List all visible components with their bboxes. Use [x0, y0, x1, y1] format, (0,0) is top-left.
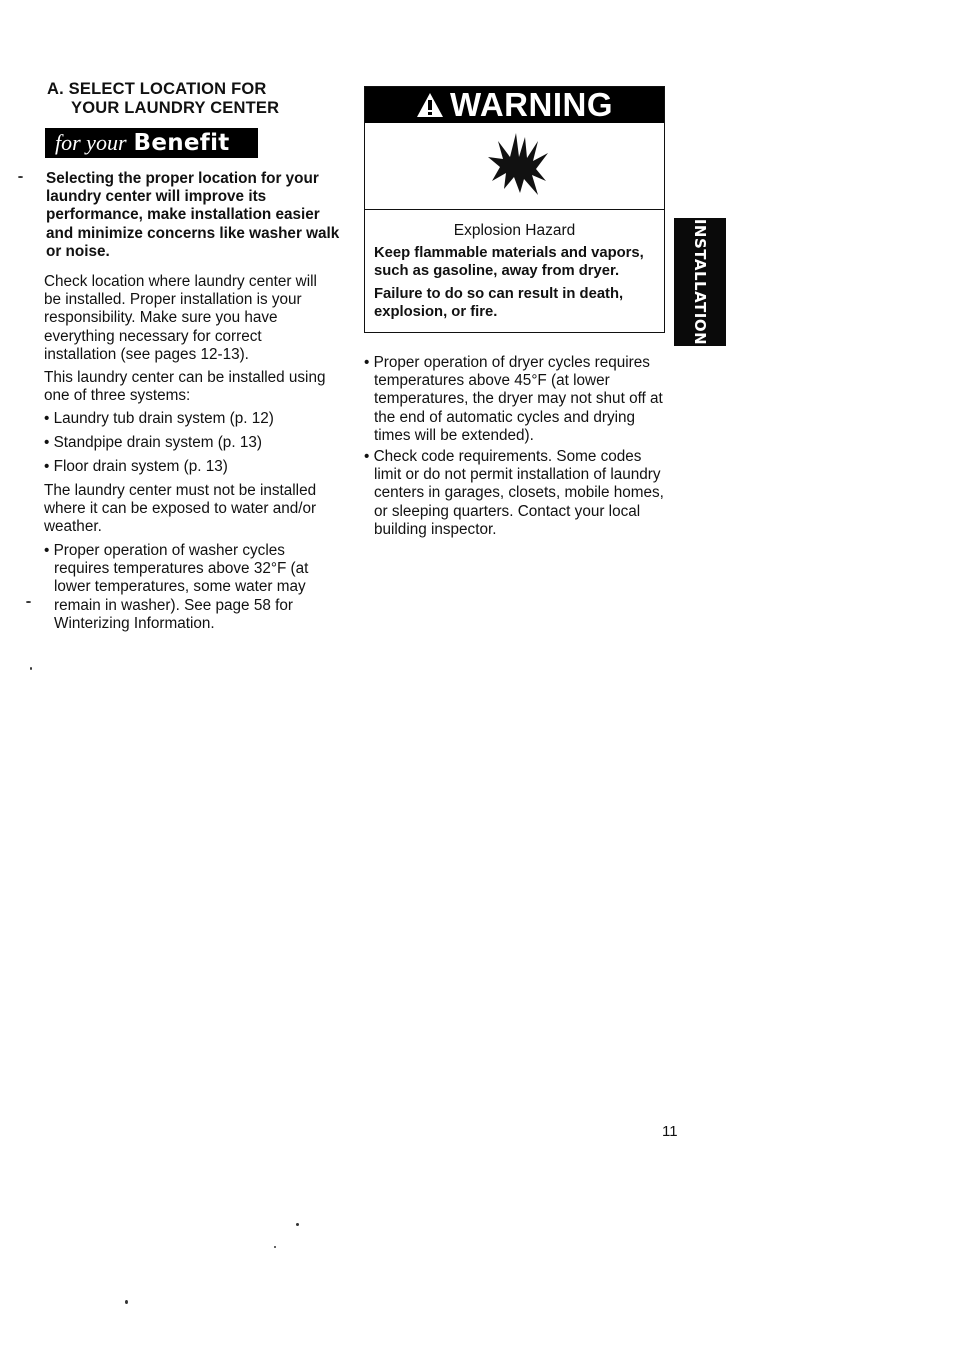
- hazard-instruction: Keep flammable materials and vapors, such as gasoline, away from dryer.: [374, 245, 644, 279]
- benefit-script-text: for your: [55, 130, 127, 155]
- scan-speck: [274, 1246, 276, 1248]
- section-heading-line1: A. SELECT LOCATION FOR: [47, 80, 267, 98]
- explosion-icon: [478, 131, 558, 201]
- hazard-title: Explosion Hazard: [453, 222, 576, 239]
- paragraph-not-exposed: The laundry center must not be installed where it can be exposed to water and/or weather.: [44, 482, 317, 536]
- paragraph-install-systems: This laundry center can be installed using one of three systems:: [44, 369, 326, 405]
- installation-side-tab: [674, 218, 726, 346]
- list-item: • Laundry tub drain system (p. 12): [44, 410, 344, 428]
- list-item-washer-temperature: • Proper operation of washer cycles requires temperatures above 32°F (at lower temperatures, some water may remain in washer). See page 58 for Winterizing Information.: [44, 542, 344, 633]
- section-heading: [47, 80, 347, 118]
- list-item-code-requirements: • Check code requirements. Some codes limit or do not permit installation of laundry centers in garages, closets, mobile homes, or sleeping quarters. Contact your local building inspector.: [364, 448, 669, 539]
- warning-triangle-icon: [416, 92, 444, 118]
- warning-icon-area: [365, 123, 664, 210]
- warning-box: [364, 86, 665, 333]
- scan-speck: [26, 601, 31, 603]
- scan-speck: [125, 1300, 128, 1304]
- benefit-bold-text: Benefit: [133, 130, 230, 156]
- warning-header-text: WARNING: [450, 86, 613, 123]
- list-item: • Standpipe drain system (p. 13): [44, 434, 344, 452]
- lead-paragraph: Selecting the proper location for your laundry center will improve its performance, make installation easier and minimize concerns like washer walk or noise.: [46, 170, 340, 260]
- list-item: • Floor drain system (p. 13): [44, 458, 344, 476]
- scan-speck: [18, 176, 23, 178]
- warning-header: [365, 87, 664, 123]
- side-tab-label: INSTALLATION: [691, 218, 709, 346]
- scan-speck: [296, 1223, 299, 1226]
- scan-speck: [30, 667, 32, 670]
- benefit-banner: [45, 128, 258, 158]
- paragraph-check-location: Check location where laundry center will be installed. Proper installation is your responsibility. Make sure you have everything necessary for correct installation (see pages 12-13).: [44, 273, 317, 363]
- page-number: 11: [662, 1123, 678, 1140]
- list-item-dryer-temperature: • Proper operation of dryer cycles requires temperatures above 45°F (at lower temperatures, the dryer may not shut off at the end of automatic cycles and drying times will be extended).: [364, 354, 669, 445]
- hazard-consequence: Failure to do so can result in death, explosion, or fire.: [374, 286, 624, 320]
- section-heading-line2: YOUR LAUNDRY CENTER: [71, 99, 280, 117]
